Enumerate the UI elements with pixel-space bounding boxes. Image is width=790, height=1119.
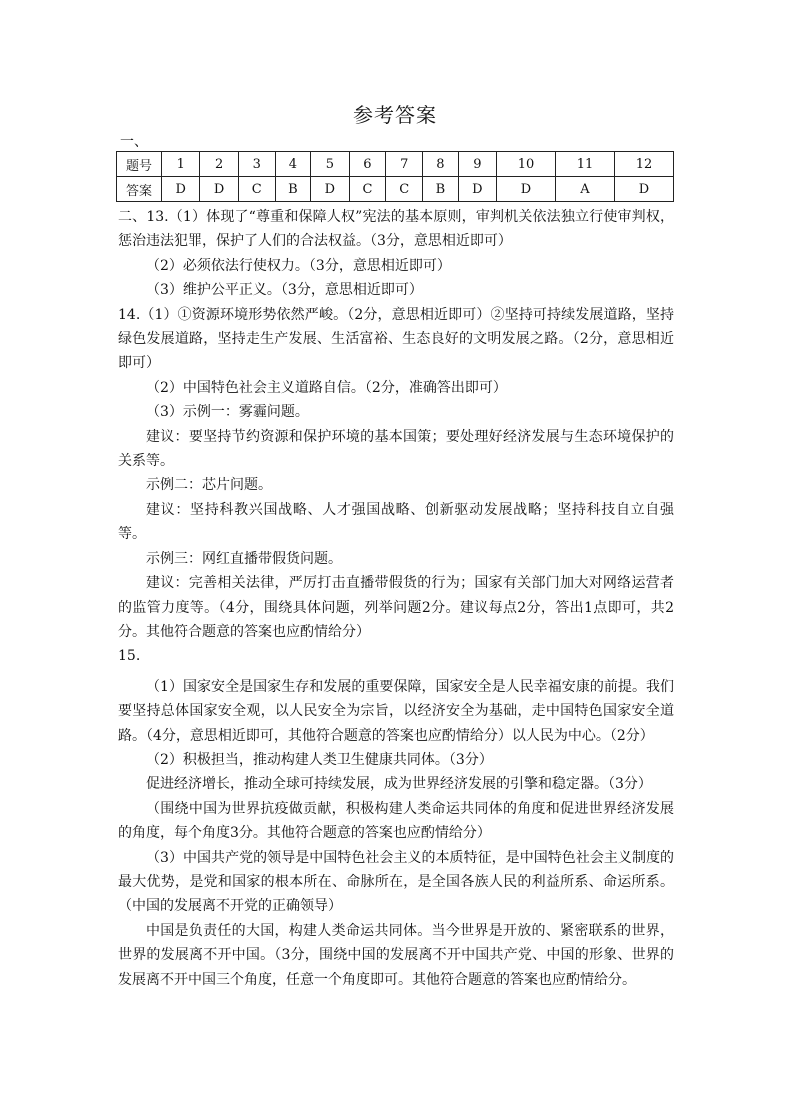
answer-cell: C [238,177,275,202]
answer-paragraph: 促进经济增长，推动全球可持续发展，成为世界经济发展的引擎和稳定器。（3分） [146,776,652,793]
question-number-cell: 8 [423,152,458,177]
answer-cell: A [556,177,615,202]
question-number-cell: 5 [311,152,349,177]
answer-paragraph: 二、13.（1）体现了“尊重和保障人权”宪法的基本原则，审判机关依法独立行使审判权，惩治违法犯罪，保护了人们的合法权益。（3分，意思相近即可） [118,209,674,250]
answer-paragraph: 建议：完善相关法律，严厉打击直播带假货的行为；国家有关部门加大对网络运营者的监管力度等。（4分，围绕具体问题，列举问题2分。建议每点2分，答出1点即可，共2分。其他符合题意的答案也应酌情给分） [118,575,674,640]
answer-table [116,151,674,202]
question-number-cell: 4 [275,152,310,177]
answer-paragraph: （3）示例一：雾霾问题。 [146,404,309,421]
answer-paragraph: （2）积极担当，推动构建人类卫生健康共同体。（3分） [146,751,493,768]
answer-cell: B [423,177,458,202]
answer-paragraph: 建议：坚持科教兴国战略、人才强国战略、创新驱动发展战略；坚持科技自立自强等。 [118,501,674,543]
answer-content [118,205,674,992]
answer-cell: D [162,177,200,202]
page-title: 参考答案 [353,103,437,127]
answer-cell: D [200,177,238,202]
question-number-cell: 11 [556,152,615,177]
answer-row [117,177,674,202]
answer-paragraph: （1）国家安全是国家生存和发展的重要保障，国家安全是人民幸福安康的前提。我们要坚持总体国家安全观，以人民安全为宗旨，以经济安全为基础，走中国特色国家安全道路。（4分，意思相近即可，其他符合题意的答案也应酌情给分）以人民为中心。（2分） [118,678,674,744]
question-number-cell: 3 [238,152,275,177]
row-label-answer: 答案 [117,177,162,202]
answer-paragraph: （3）中国共产党的领导是中国特色社会主义的本质特征，是中国特色社会主义制度的最大优势，是党和国家的根本所在、命脉所在，是全国各族人民的利益所系、命运所系。（中国的发展离不开党的正确领导） [118,849,674,915]
answer-cell: C [386,177,423,202]
answer-paragraph: （2）中国特色社会主义道路自信。（2分，准确答出即可） [146,379,507,396]
answer-paragraph: （2）必须依法行使权力。（3分，意思相近即可） [146,257,451,274]
question-number-cell: 7 [386,152,423,177]
question-number-cell: 10 [497,152,556,177]
answer-paragraph: （3）维护公平正义。（3分，意思相近即可） [146,282,423,299]
answer-paragraph: （围绕中国为世界抗疫做贡献，积极构建人类命运共同体的角度和促进世界经济发展的角度，每个角度3分。其他符合题意的答案也应酌情给分） [118,800,674,842]
answer-cell: D [497,177,556,202]
answer-paragraph: 建议：要坚持节约资源和保护环境的基本国策；要处理好经济发展与生态环境保护的关系等。 [118,428,674,470]
question-number-cell: 2 [200,152,238,177]
question-number-cell: 12 [614,152,673,177]
row-label-question-number: 题号 [117,152,162,177]
section-one-heading: 一、 [120,134,148,150]
answer-cell: C [349,177,386,202]
answer-paragraph: 14.（1）①资源环境形势依然严峻。（2分，意思相近即可）②坚持可持续发展道路，坚持绿色发展道路，坚持走生产发展、生活富裕、生态良好的文明发展之路。（2分，意思相近即可） [118,306,674,372]
answer-cell: D [614,177,673,202]
answer-cell: B [275,177,310,202]
answer-paragraph: 中国是负责任的大国，构建人类命运共同体。当今世界是开放的、紧密联系的世界，世界的发展离不开中国。（3分，围绕中国的发展离不开中国共产党、中国的形象、世界的发展离不开中国三个角度，任意一个角度即可。其他符合题意的答案也应酌情给分。 [118,922,674,988]
answer-paragraph: 示例三：网红直播带假货问题。 [146,550,342,567]
answer-paragraph: 示例二：芯片问题。 [146,477,272,494]
answer-cell: D [458,177,496,202]
answer-cell: D [311,177,349,202]
question-number-cell: 9 [458,152,496,177]
question-number-cell: 1 [162,152,200,177]
question-number-row [117,152,674,177]
question-number-cell: 6 [349,152,386,177]
answer-paragraph: 15. [118,648,141,665]
